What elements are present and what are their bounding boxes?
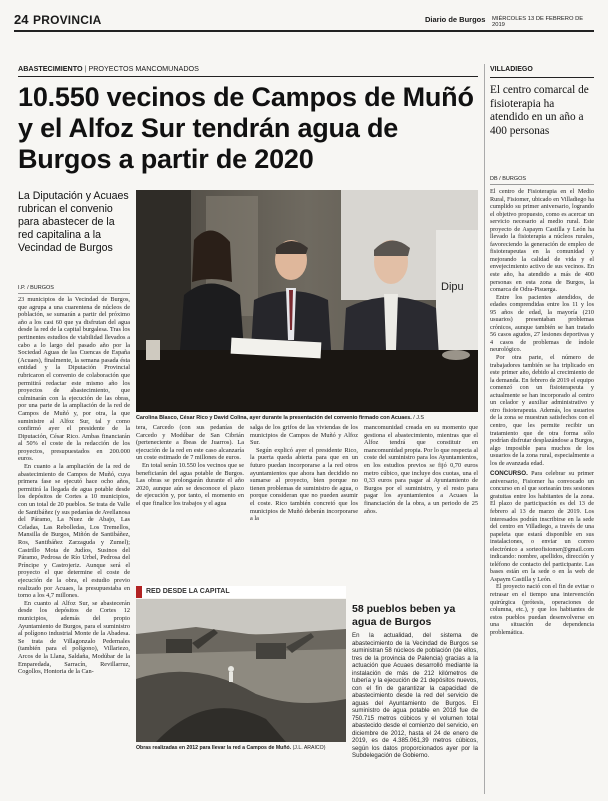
works-photo-illustration [136,599,346,742]
photo-caption-text: Carolina Blasco, César Rico y David Colina, ayer durante la presentación del convenio firmado con Acuaes. [136,415,412,421]
col1-paragraph: En cuanto al Alfoz Sur, se abastecerán desde los depósitos de Cortes 12 municipios, además del propio Ayuntamiento de Burgos, para el suministro al polígono industrial Monte de la Abadesa. Se trata de Villagonzalo Pedernales (también para el polígono), Villariezo, Arcos de la Llana, Saldaña, Modúbar de la Emparedada, Sarracín, Revillarruz, Cogollos, Hontoria de la Can- [18,599,130,676]
deck: La Diputación y Acuaes rubrican el convenio para abastecer de la red capitalina a la Vecindad de Burgos [18,190,129,254]
article-column-1 [18,296,130,796]
sidebar-paragraph: En la actualidad, del sistema de abastecimiento de la Vecindad de Burgos se suministran 58 núcleos de población (de ellos, tres de la provincia de Palencia) gracias a la actuación que Acuaes desarrolló mediante la instalación de más de 212 kilómetros de tubería y la ejecución de 21 depósitos nuevos, con el fin de garantizar la capacidad de abastecimiento desde la red del servicio de aguas del Ayuntamiento de Burgos. El suministro de agua potable en 2018 fue de 750.715 metros cúbicos y el volumen total abastecido desde el comienzo del servicio, en diciembre de 2012, hasta el 24 de enero de 2019, es de 4.385.061,39 metros cúbicos, según los datos proporcionados ayer por la Subdelegación de Gobierno. [352,632,478,759]
right-headline: El centro comarcal de fisioterapia ha atendido en un año a 400 personas [490,84,589,137]
right-kicker: VILLADIEGO [490,66,533,73]
page-number: 24 [14,12,29,27]
works-photo [136,599,346,742]
sidebar-headline: 58 pueblos beben ya agua de Burgos [352,603,456,628]
article-column-2 [136,424,244,554]
newspaper-name: Diario de Burgos [425,15,486,24]
col2-paragraph: tera, Carcedo (con sus pedanías de Carcedo y Modúbar de San Cibrián (perteneciente a Ibeas de Juarros). La ejecución de la red en este caso alcanzaría un coste estimado de 7 millones de euros. [136,424,244,462]
right-paragraph: El centro de Fisioterapia en el Medio Rural, Fisiomer, ubicado en Villadiego ha cumplido su primer aniversario, logrando el objetivo propuesto, como es acercar un servicio necesario al medio rural. Este proyecto de Aspaym Castilla y León ha llevado la fisioterapia a núcleos rurales, favoreciendo la generación de empleo de fisioterapeutas en la comunidad y mejorando la calidad de vida y el envejecimiento activo de sus vecinos. En este año, ha atendido a más de 400 personas en esta zona de Burgos, la comarca de Odra-Pisuerga. [490,188,594,294]
right-paragraph: El proyecto nació con el fin de evitar o retrasar en el tiempo una intervención quirúrgica (prótesis, operaciones de columna, etc.), y que los habitantes de estos pueblos puedan desenvolverse en una situación de dependencia problemática. [490,583,594,636]
works-photo-caption-credit: (J.L. ARAICO) [292,745,326,751]
right-contest-label: CONCURSO. [490,470,528,478]
col2-paragraph: En total serán 10.550 los vecinos que se beneficiarán del agua potable de Burgos. Las obras se prolongarán durante el año 2020, aunque aún se desconoce el plazo de ejecución y, por tanto, el momento en el que finalice los trabajos y el agua [136,461,244,507]
works-photo-caption [136,745,348,751]
col1-paragraph: 23 municipios de la Vecindad de Burgos, que agrupa a una cuarentena de núcleos de población, se sumarán a partir del próximo año a los casi 60 que ya disfrutan del agua desde la red de la capital burgalesa. Tras los pertinentes estudios de viabilidad llevados a cabo a lo largo del pasado año por la Sociedad Aguas de las Cuencas de España (Acuaes), finalmente, la semana pasada ésta entidad y la Diputación Provincial rubricaron el convenio de colaboración que permitirá redactar este mismo año los proyectos de abastecimiento, que culminarán con la ejecución de las obras, por una parte de la ampliación de la red de Campos de Muñó y, por otra, la que suministre al Alfoz Sur, tal y como confirmó ayer el presidente de la Diputación, César Rico. Ambas financiarán al 50% el coste de la redacción de los proyectos, presupuestados en 200.000 euros. [18,296,130,463]
photo-caption-credit: J.S [416,415,425,421]
col1-paragraph: En cuanto a la ampliación de la red de abastecimiento de Campos de Muñó, cuya primera fase se ejecutó hace ocho años, permitirá la llegada de agua potable desde los depósitos de Cortes a 10 municipios, con un total de 20 pueblos. Se trata de Valle de Santibáñez (y sus pedanías de Avellanosa del Páramo, La Nuez de Abajo, Las Celadas, Las Rebolledas, Los Tremellos, Mansilla de Burgos, Miñón de Santibáñez, Ros, Santibáñez Zarzaguda y Zumel); Castrillo Mota de Judíos, Susinos del Páramo, Pedrosa de Río Urbel, Pedrosa del Príncipe y Castrojeriz. Aunque será el proyecto el que determine el coste de ejecución de la obra, el estudio previo realizado por Acuaes, la presupuestaba en torno a los 4,7 millones. [18,463,130,600]
kicker-secondary: PROYECTOS MANCOMUNADOS [88,64,199,73]
right-contest-text: Para celebrar su primer aniversario, Fisiomer ha convocado un concurso en el que sortearán tres sesiones gratuitas entre los habitantes de la zona. El plazo de participación es del 13 de febrero al 13 de marzo de 2019. Los interesados podrán inscribirse en la sede del centro en Villadiego, a través de una papeleta que estará disponible en sus instalaciones, o enviar un correo electrónico a sorteofisiomer@gmail.com indicando: nombre, apellidos, dirección y teléfono de contacto del participante. Las bases están en la sede o en la web de Aspaym Castilla y León. [490,470,594,583]
page-header [14,12,594,28]
right-byline-rule [490,184,594,185]
section-name: PROVINCIA [33,13,102,27]
article-column-3 [250,424,358,554]
right-contest-paragraph [490,470,594,583]
article-column-4 [364,424,478,554]
photo-illustration [136,190,478,412]
photo-caption: Carolina Blasco, César Rico y David Colina, ayer durante la presentación del convenio firmado con Acuaes. / J.S [136,415,425,421]
section-banner [136,586,346,598]
sidebar-body [352,632,478,792]
kicker: ABASTECIMIENTO | PROYECTOS MANCOMUNADOS [18,64,199,73]
kicker-rule [18,76,478,77]
col3-paragraph: Según explicó ayer el presidente Rico, la puerta queda abierta para que en un futuro puedan incorporarse a la red otros ayuntamientos que ahora han decidido no sumarse al proyecto, bien porque no tienen problemas de suministro de agua, o porque consideran que no pueden asumir el coste. Rico también concretó que los municipios de Muñó deberán incorporarse a la [250,446,358,523]
col4-paragraph: mancomunidad creada en su momento que gestiona el abastecimiento, mientras que el Alfoz tendrá que constituir en mancomunidad propia. Por lo que respecta al coste del suministro para los Ayuntamientos, en los estudios previos se fijó 0,70 euros metro cúbico, que incluye dos cuotas, una el 0,33 euros para pagar al Ayuntamiento de Burgos por el suministro, y el resto para pagar los ayuntamientos a Acuaes la financiación de la obra, a un periodo de 25 años. [364,424,478,515]
main-photo [136,190,478,412]
right-paragraph: Entre los pacientes atendidos, de edades comprendidas entre los 11 y los 95 años de edad, la mayoría (210 usuarios) presentaban problemas crónicos, aunque también se han tratado 56 casos agudos, 27 lesiones deportivas y 4 casos de problemas de índole neurológico. [490,293,594,354]
works-photo-caption-text: Obras realizadas en 2012 para llevar la red a Campos de Muñó. [136,745,292,751]
right-body [490,188,594,794]
column-divider [484,64,485,794]
right-kicker-rule [490,77,594,78]
header-rule [14,30,594,32]
byline: I.P. / BURGOS [18,285,54,291]
col3-paragraph: salga de los grifos de las viviendas de los municipios de Campos de Muñó y Alfoz Sur. [250,424,358,447]
section-banner-text: RED DESDE LA CAPITAL [146,588,230,595]
right-byline: DB / BURGOS [490,176,527,182]
headline: 10.550 vecinos de Campos de Muñó y el Alfoz Sur tendrán agua de Burgos a partir de 2020 [18,82,474,174]
right-paragraph: Por otra parte, el número de trabajadores también se ha triplicado en este primer año, debido al crecimiento de la demanda. En febrero de 2019 el equipo comenzó con un fisioterapeuta y actualmente se han incorporado al centro un celador y auxiliar administrativo y otro fisioterapeuta. Además, los usuarios de la zona se muestran satisfechos con el centro, que les permite recibir un tratamiento que de otra forma sólo podrían disfrutar desplazándose a Burgos, algo imposible para muchos de los usuarios de la zona rural, especialmente a los de avanzada edad. [490,354,594,467]
kicker-primary: ABASTECIMIENTO [18,64,83,73]
byline-rule [18,293,130,294]
publication-date: MIÉRCOLES 13 DE FEBRERO DE 2019 [492,16,584,28]
photo-banner-text: Dipu [441,281,464,293]
